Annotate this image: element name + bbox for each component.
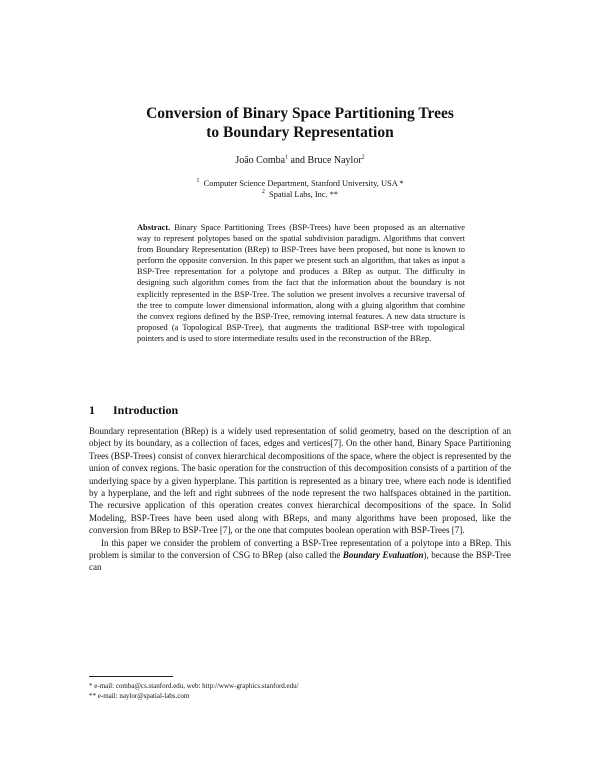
affiliation-1-text: Computer Science Department, Stanford University, USA * xyxy=(203,179,404,188)
abstract-text: Binary Space Partitioning Trees (BSP-Trees) have been proposed as an alternative way to represent polytopes based on the spatial subdivision paradigm. Algorithms that convert from Boundary Representation (BRep) to BSP-Trees have been proposed, but none is known to perform the opposite conversion. In this paper we present such an algorithm, that takes as input a BSP-Tree representation for a polytope and produces a BRep as output. The difficulty in designing such algorithm comes from the fact that the information about the boundary is not explicitly represented in the BSP-Tree. The solution we present involves a recursive traversal of the tree to compute lower dimensional information, along with a gluing algorithm that combine the convex regions defined by the BSP-Tree, removing internal features. A new data structure is proposed (a Topological BSP-Tree), that augments the traditional BSP-tree with topological pointers and is used to store intermediate results used in the reconstruction of the BRep. xyxy=(137,223,465,343)
affiliation-1-mark: 1 xyxy=(196,178,200,185)
body-text xyxy=(89,425,511,574)
abstract-heading: Abstract. xyxy=(137,223,171,232)
footnote-2: ** e-mail: naylor@spatial-labs.com xyxy=(89,692,190,700)
footnote-1: * e-mail: comba@cs.stanford.edu, web: http://www-graphics.stanford.edu/ xyxy=(89,682,299,690)
footnote-divider xyxy=(89,676,173,677)
paper-title xyxy=(80,104,520,142)
paragraph-2-end: ), because the BSP-Tree can xyxy=(89,550,511,573)
affiliation-1 xyxy=(80,178,520,189)
abstract xyxy=(137,222,465,344)
paragraph-2 xyxy=(89,537,511,574)
author-line xyxy=(80,155,520,166)
paragraph-2-start: In this paper we consider the problem of converting a BSP-Tree representation of a polytope into a BRep. This problem is similar to the conversion of CSG to BRep (also called the xyxy=(89,537,511,561)
footnotes xyxy=(89,681,511,701)
affiliation-2 xyxy=(80,189,520,200)
author-2: Bruce Naylor xyxy=(307,155,362,166)
section-number: 1 xyxy=(89,403,95,417)
paragraph-2-emphasis: Boundary Evaluation xyxy=(342,550,424,561)
section-title: Introduction xyxy=(113,403,179,417)
affiliation-2-text: Spatial Labs, Inc. ** xyxy=(269,190,339,199)
section-heading xyxy=(89,403,178,418)
author-conjunction: and xyxy=(288,155,308,166)
author-1-mark: 1 xyxy=(285,154,289,161)
author-2-mark: 2 xyxy=(361,154,365,161)
author-1: João Comba xyxy=(235,155,286,166)
affiliation-2-mark: 2 xyxy=(261,189,265,196)
paragraph-1: Boundary representation (BRep) is a widely used representation of solid geometry, based on the description of an object by its boundary, as a collection of faces, edges and vertices[7]. On the other hand, Binary Space Partitioning Trees (BSP-Trees) consist of convex hierarchical decompositions of the space, where the object is represented by the union of convex regions. The basic operation for the construction of this decomposition consists of a partition of the underlying space by a given hyperplane. This partition is represented as a binary tree, where each node is identified by a hyperplane, and the left and right subtrees of the node represent the two halfspaces obtained in the partition. The recursive application of this operation creates convex hierarchical decompositions of the space. In Solid Modeling, BSP-Trees have been used along with BReps, and many algorithms have been proposed, like the conversion from BRep to BSP-Tree [7], or the one that computes boolean operation with BSP-Trees [7]. xyxy=(89,426,511,536)
affiliations xyxy=(80,178,520,200)
title-line-2: to Boundary Representation xyxy=(206,124,394,141)
title-line-1: Conversion of Binary Space Partitioning Trees xyxy=(146,105,454,122)
